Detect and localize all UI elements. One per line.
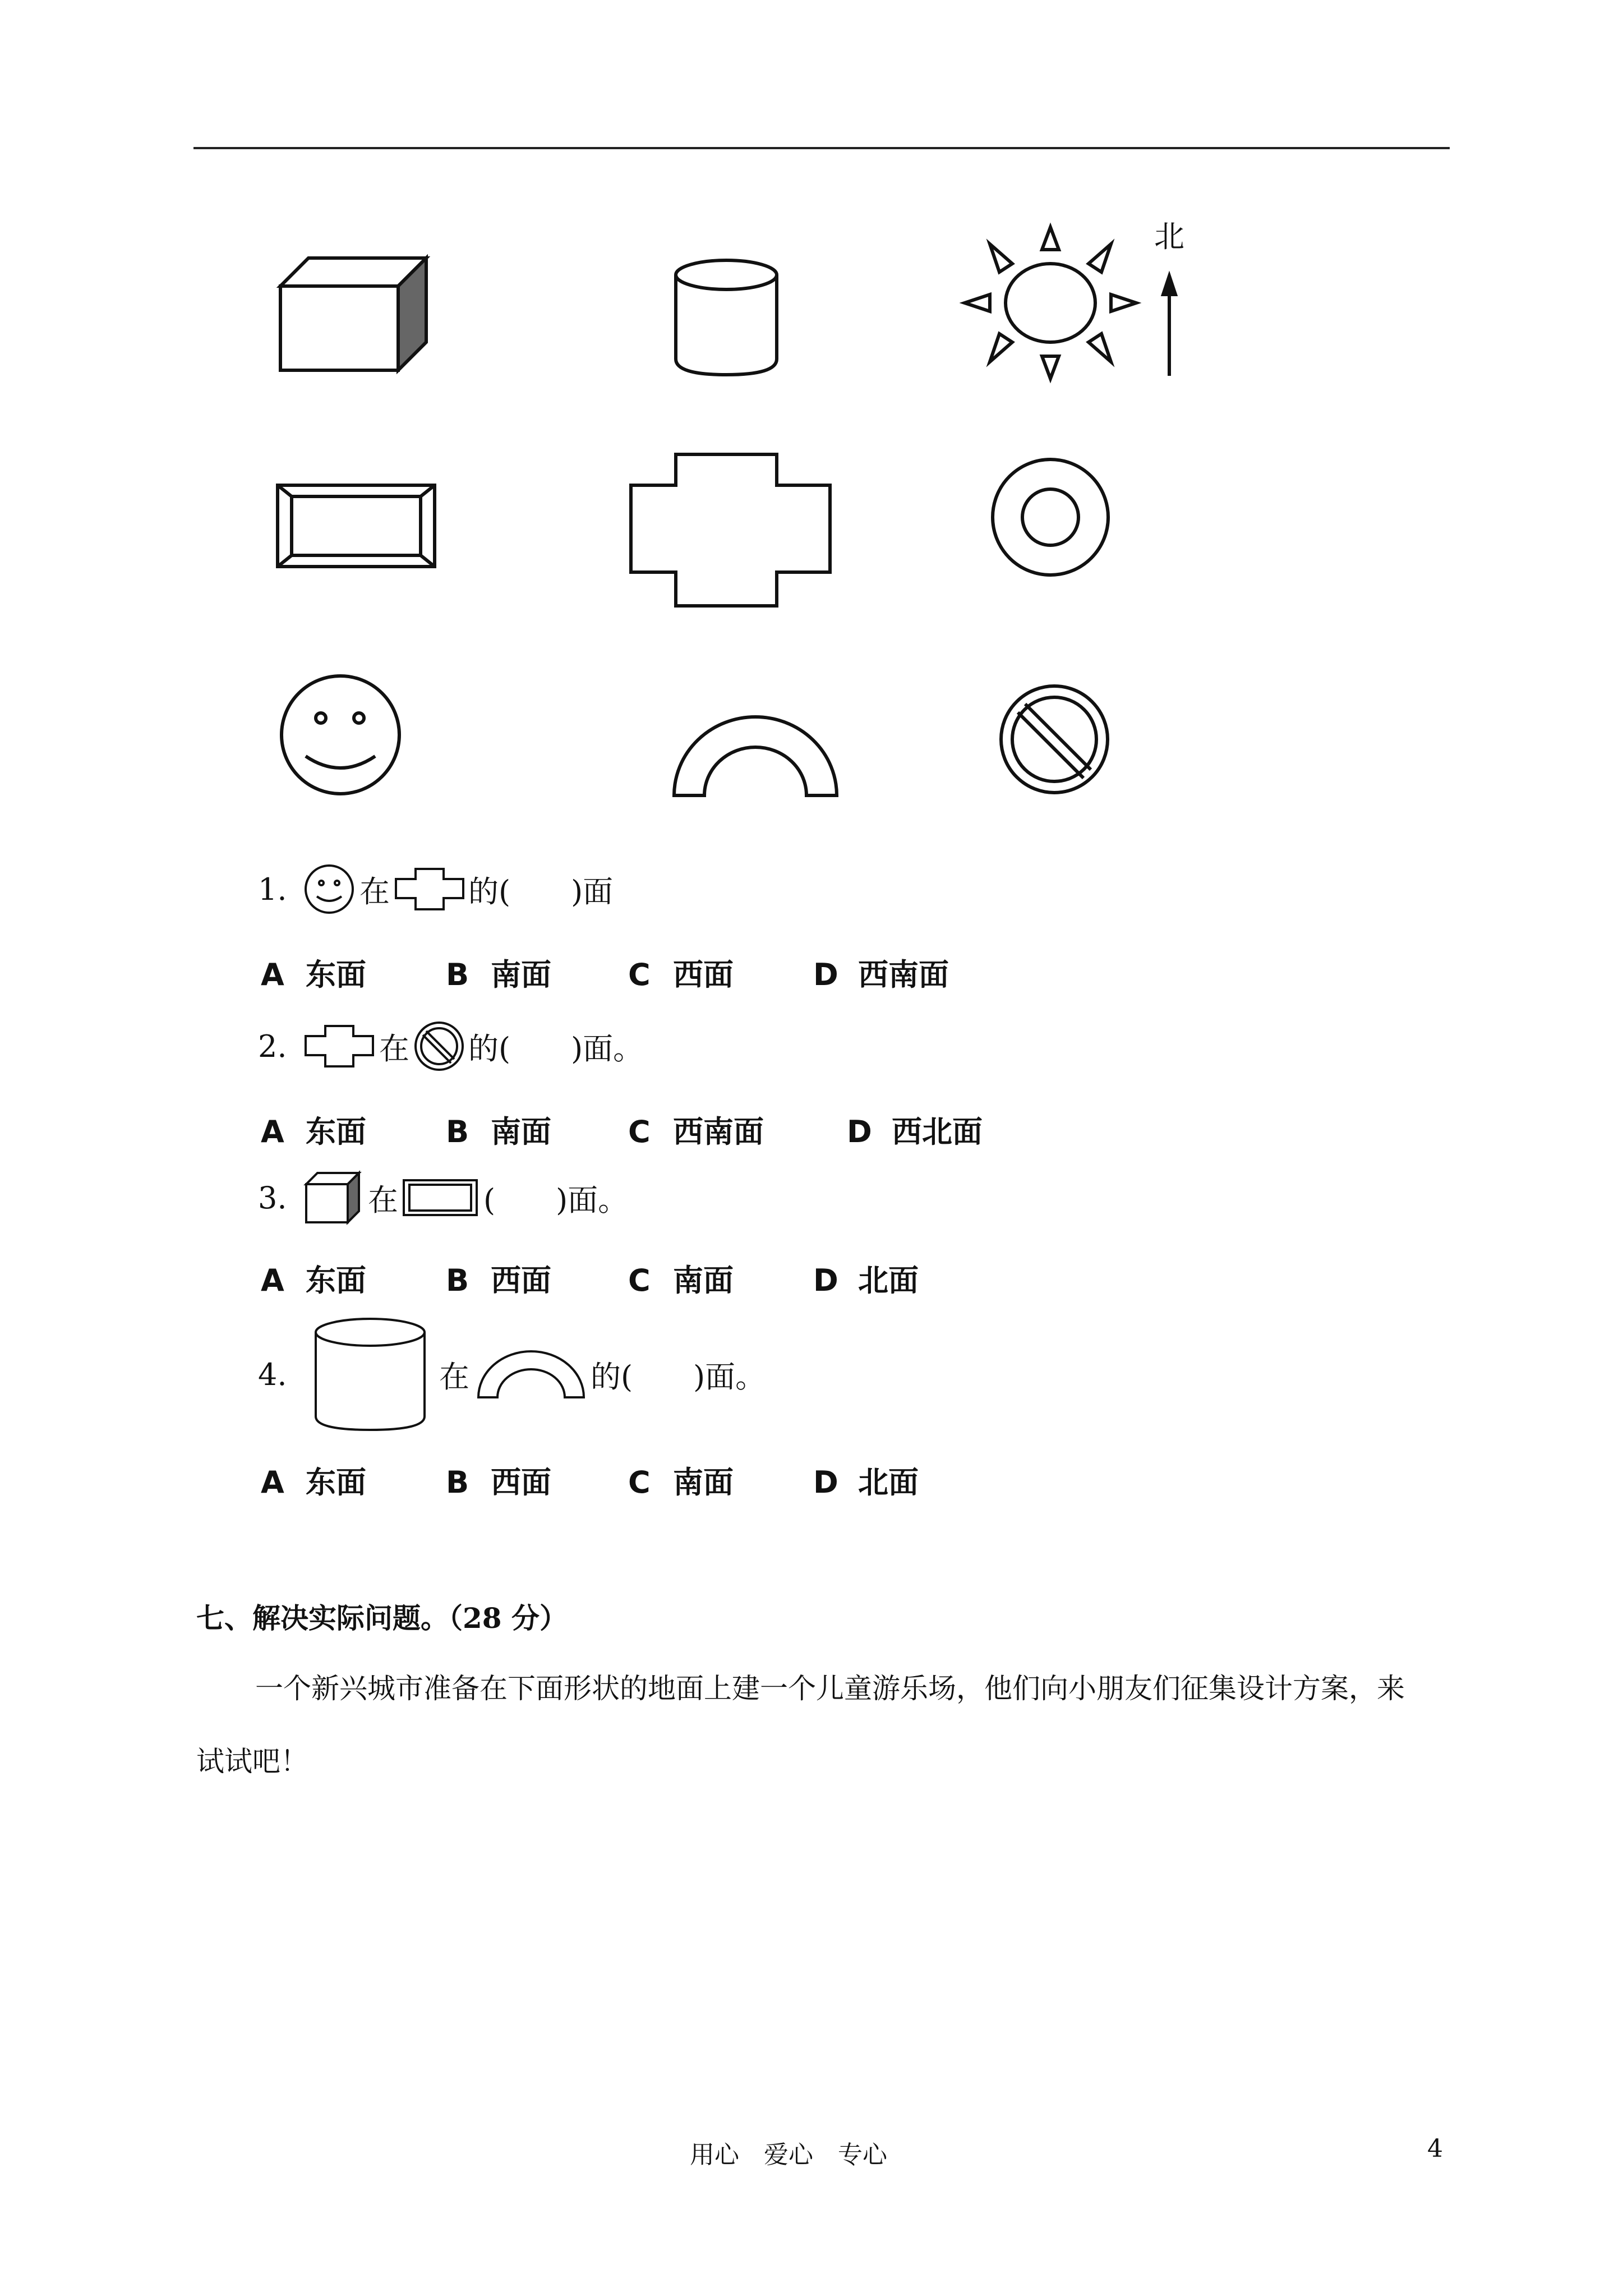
- smiley-figure: [282, 676, 399, 794]
- question-2: [258, 1015, 643, 1077]
- question-3: [258, 1167, 628, 1228]
- q1-option-b[interactable]: B 南面: [446, 956, 551, 992]
- ring-figure: [993, 459, 1108, 575]
- q4-option-d[interactable]: D 北面: [813, 1464, 919, 1500]
- cuboid-icon: [303, 1170, 365, 1226]
- q1-options: [261, 951, 1046, 990]
- north-arrow: [1163, 276, 1175, 376]
- question-4: [258, 1315, 766, 1433]
- q1-number: 1.: [258, 871, 287, 907]
- q4-tail: 的( )面。: [591, 1359, 766, 1395]
- q2-zai: 在: [379, 1030, 409, 1066]
- q2-option-b[interactable]: B 南面: [446, 1114, 551, 1149]
- q1-option-c[interactable]: C 西面: [628, 956, 734, 992]
- q1-zai: 在: [359, 873, 390, 909]
- cross-icon: [303, 1024, 376, 1069]
- prohibition-sign-figure: [1001, 686, 1108, 793]
- sun-figure: [965, 227, 1136, 379]
- cylinder-figure: [676, 260, 777, 375]
- q3-option-d[interactable]: D 北面: [813, 1262, 919, 1298]
- prohibition-icon: [413, 1020, 466, 1073]
- q3-options: [261, 1257, 1046, 1296]
- q3-number: 3.: [258, 1180, 287, 1216]
- cross-icon: [393, 867, 466, 912]
- q1-tail: 的( )面: [468, 873, 614, 909]
- q4-options: [261, 1458, 1046, 1498]
- q1-option-d[interactable]: D 西南面: [813, 956, 949, 992]
- q4-option-a[interactable]: A 东面: [261, 1464, 366, 1500]
- q2-option-a[interactable]: A 东面: [261, 1114, 366, 1149]
- q4-zai: 在: [439, 1359, 469, 1395]
- section-paragraph-line-2: 试试吧！: [196, 1745, 308, 1778]
- q1-option-a[interactable]: A 东面: [261, 956, 366, 992]
- arch-figure: [674, 717, 837, 795]
- q2-options: [261, 1108, 1046, 1147]
- section-paragraph-line-1: 一个新兴城市准备在下面形状的地面上建一个儿童游乐场，他们向小朋友们征集设计方案，来: [255, 1672, 1405, 1705]
- cylinder-icon: [311, 1315, 429, 1433]
- q4-option-b[interactable]: B 西面: [446, 1464, 551, 1500]
- shape-grid: [0, 0, 1623, 819]
- footer-motto: 用心 爱心 专心: [690, 2141, 887, 2169]
- arch-icon: [475, 1348, 587, 1401]
- q3-option-a[interactable]: A 东面: [261, 1262, 366, 1298]
- q2-option-c[interactable]: C 西南面: [628, 1114, 764, 1149]
- cuboid-figure: [280, 258, 426, 370]
- q2-option-d[interactable]: D 西北面: [847, 1114, 983, 1149]
- q3-tail: ( )面。: [483, 1182, 629, 1218]
- q3-option-b[interactable]: B 西面: [446, 1262, 551, 1298]
- q4-number: 4.: [258, 1356, 287, 1392]
- smiley-icon: [303, 863, 356, 916]
- framed-rectangle-figure: [278, 485, 435, 567]
- cross-figure: [631, 454, 830, 606]
- q2-number: 2.: [258, 1028, 287, 1064]
- north-label: 北: [1154, 219, 1184, 254]
- q2-tail: 的( )面。: [468, 1030, 644, 1066]
- q4-option-c[interactable]: C 南面: [628, 1464, 734, 1500]
- question-1: [258, 858, 613, 920]
- q3-zai: 在: [368, 1182, 398, 1218]
- q3-option-c[interactable]: C 南面: [628, 1262, 734, 1298]
- framed-rectangle-icon: [402, 1177, 480, 1219]
- page-number: 4: [1427, 2134, 1443, 2163]
- section-title: 七、解决实际问题。（28 分）: [196, 1602, 568, 1635]
